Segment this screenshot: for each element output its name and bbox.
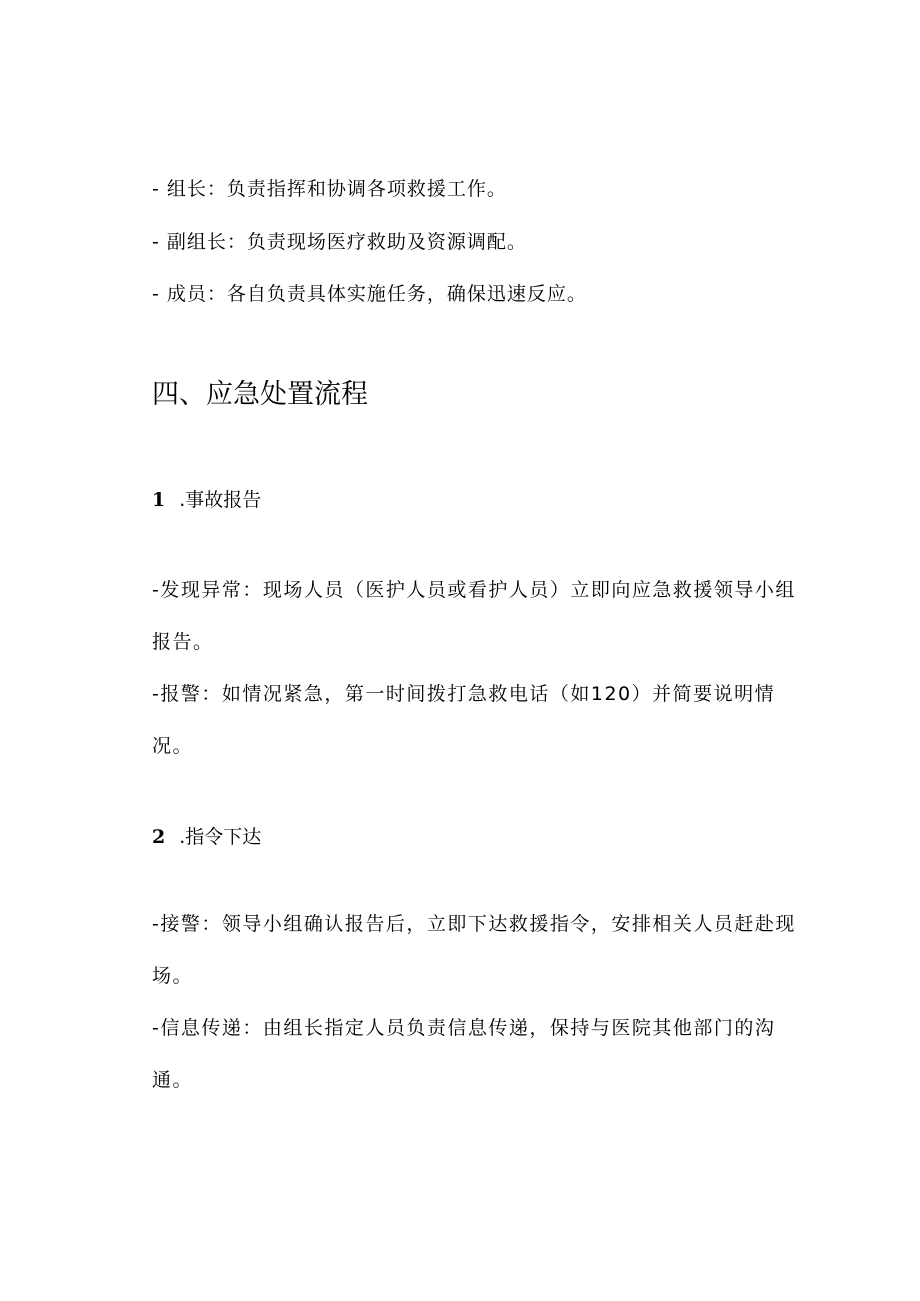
role-item-leader: - 组长：负责指挥和协调各项救援工作。 xyxy=(152,178,507,200)
step-item-anomaly: -发现异常：现场人员（医护人员或看护人员）立即向应急救援领导小组报告。 xyxy=(152,579,796,653)
role-item-deputy-leader: - 副组长：负责现场医疗救助及资源调配。 xyxy=(152,231,527,253)
step-item-receive-alarm: -接警：领导小组确认报告后，立即下达救援指令，安排相关人员赶赴现场。 xyxy=(152,913,796,987)
step-title: .指令下达 xyxy=(179,826,262,848)
role-item-members: - 成员：各自负责具体实施任务，确保迅速反应。 xyxy=(152,283,587,305)
step-heading-command xyxy=(152,825,261,849)
step-item-alarm: -报警：如情况紧急，第一时间拨打急救电话（如120）并简要说明情况。 xyxy=(152,683,776,757)
step-number: 2 xyxy=(152,826,166,848)
step-number: 1 xyxy=(152,489,166,511)
step-heading-accident-report xyxy=(152,488,261,512)
step-title: .事故报告 xyxy=(179,489,262,511)
step-item-information-relay: -信息传递：由组长指定人员负责信息传递，保持与医院其他部门的沟通。 xyxy=(152,1017,776,1091)
section-title: 四、应急处置流程 xyxy=(152,379,368,410)
